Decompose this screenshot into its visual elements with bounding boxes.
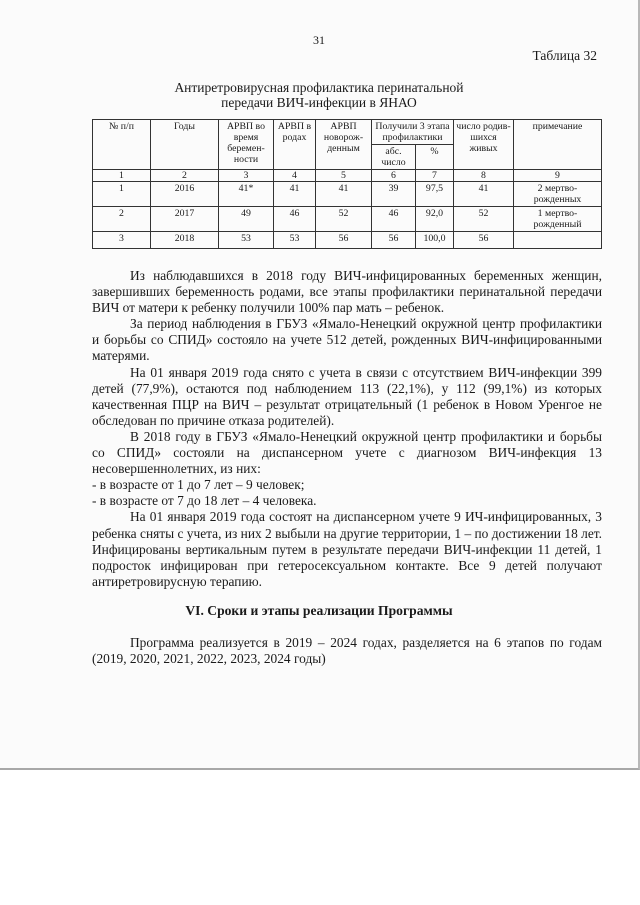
col-number: 4	[274, 170, 316, 182]
page-number: 31	[313, 33, 325, 47]
cell-born-alive: 56	[454, 232, 514, 249]
table-title	[0, 80, 638, 110]
program-paragraph: Программа реализуется в 2019 – 2024 годах, разделяется на 6 этапов по годам (2019, 2020, 2021, 2022, 2023, 2024 годы)	[92, 635, 602, 667]
col-number: 9	[514, 170, 602, 182]
col-number: 8	[454, 170, 514, 182]
cell-arvp-pregnancy: 49	[219, 207, 274, 232]
header-arvp-birth: АРВП в родах	[274, 120, 316, 170]
note-line-1: 2 мертво-	[537, 183, 578, 194]
header-abs: абс. число	[372, 145, 416, 170]
cell-born-alive: 41	[454, 182, 514, 207]
col-number: 7	[416, 170, 454, 182]
cell-arvp-newborn: 56	[316, 232, 372, 249]
cell-abs: 56	[372, 232, 416, 249]
note-line-2: рожденных	[533, 194, 582, 205]
note-line-2: рожденный	[533, 219, 582, 230]
arvp-table	[92, 119, 602, 249]
cell-arvp-birth: 41	[274, 182, 316, 207]
cell-num: 1	[93, 182, 151, 207]
col-number: 3	[219, 170, 274, 182]
cell-num: 3	[93, 232, 151, 249]
header-arvp-newborn: АРВП новорож-денным	[316, 120, 372, 170]
cell-year: 2018	[151, 232, 219, 249]
list-item: - в возрасте от 7 до 18 лет – 4 человека.	[92, 493, 317, 509]
header-received: Получили 3 этапа профилактики	[372, 120, 454, 145]
header-num: № п/п	[93, 120, 151, 170]
cell-note	[514, 232, 602, 249]
cell-pct: 100,0	[416, 232, 454, 249]
paragraph: На 01 января 2019 года состоят на диспансерном учете 9 ИЧ-инфицированных, 3 ребенка сняты с учета, из них 2 выбыли на другие территории, 1 – по достижении 18 лет. Инфицированы вертикальным путем в результате передачи ВИЧ-инфекции 11 детей, 1 подросток инфицирован при гетеросексуальном контакте. Все 9 детей получают антиретровирусную терапию.	[92, 509, 602, 589]
header-pct: %	[416, 145, 454, 170]
note-line-1: 1 мертво-	[537, 208, 578, 219]
cell-pct: 92,0	[416, 207, 454, 232]
cell-arvp-birth: 53	[274, 232, 316, 249]
header-born-alive: число родив-шихся живых	[454, 120, 514, 170]
table-row	[93, 207, 602, 232]
table-caption: Таблица 32	[532, 48, 597, 63]
cell-arvp-pregnancy: 53	[219, 232, 274, 249]
column-number-row	[93, 170, 602, 182]
cell-arvp-newborn: 52	[316, 207, 372, 232]
col-number: 6	[372, 170, 416, 182]
paragraph: За период наблюдения в ГБУЗ «Ямало-Ненецкий окружной центр профилактики и борьбы со СПИД» состояло на учете 512 детей, рожденных ВИЧ-инфицированными матерями.	[92, 316, 602, 364]
paragraph: В 2018 году в ГБУЗ «Ямало-Ненецкий окружной центр профилактики и борьбы со СПИД» состояли на диспансерном учете с диагнозом ВИЧ-инфекция 13 несовершеннолетних, из них:	[92, 428, 602, 477]
cell-note	[514, 207, 602, 232]
cell-arvp-newborn: 41	[316, 182, 372, 207]
cell-arvp-birth: 46	[274, 207, 316, 232]
table-row	[93, 232, 602, 249]
cell-year: 2017	[151, 207, 219, 232]
table-header-row	[93, 120, 602, 145]
col-number: 1	[93, 170, 151, 182]
paragraph: На 01 января 2019 года снято с учета в связи с отсутствием ВИЧ-инфекции 399 детей (77,9%), остаются под наблюдением 113 (22,1%), у 112 (99,1%) из которых качественная ПЦР на ВИЧ – результат отрицательный (1 ребенок в Новом Уренгое не обследован по причине отказа родителей).	[92, 364, 602, 428]
table-title-line-2: передачи ВИЧ-инфекции в ЯНАО	[221, 95, 417, 110]
section-heading: VI. Сроки и этапы реализации Программы	[185, 603, 453, 618]
col-number: 5	[316, 170, 372, 182]
cell-arvp-pregnancy: 41*	[219, 182, 274, 207]
col-number: 2	[151, 170, 219, 182]
cell-abs: 46	[372, 207, 416, 232]
cell-num: 2	[93, 207, 151, 232]
table-row	[93, 182, 602, 207]
cell-born-alive: 52	[454, 207, 514, 232]
list-item: - в возрасте от 1 до 7 лет – 9 человек;	[92, 477, 305, 493]
header-years: Годы	[151, 120, 219, 170]
header-note: примечание	[514, 120, 602, 170]
table-title-line-1: Антиретровирусная профилактика перинатальной	[174, 80, 464, 95]
cell-abs: 39	[372, 182, 416, 207]
header-arvp-pregnancy: АРВП во время беремен-ности	[219, 120, 274, 170]
paragraph: Из наблюдавшихся в 2018 году ВИЧ-инфицированных беременных женщин, завершивших беременность родами, все этапы профилактики перинатальной передачи ВИЧ от матери к ребенку получили 100% пар мать – ребенок.	[92, 268, 602, 316]
cell-pct: 97,5	[416, 182, 454, 207]
body-text	[92, 268, 602, 590]
cell-year: 2016	[151, 182, 219, 207]
cell-note	[514, 182, 602, 207]
